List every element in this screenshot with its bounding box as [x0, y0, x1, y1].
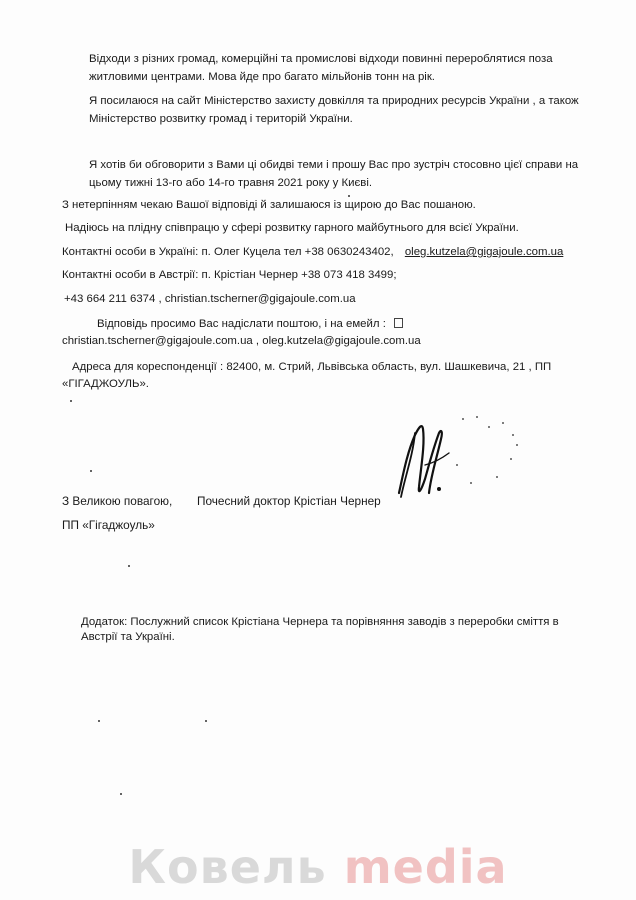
paragraph-meeting-line1: Я хотів би обговорити з Вами ці обидві теми і прошу Вас про зустріч стосовно цієї справи на	[89, 159, 579, 171]
company-name: ПП «Гігаджоуль»	[62, 518, 155, 532]
paragraph-ministry-line1: Я посилаюся на сайт Міністерство захисту довкілля та природних ресурсів України , а також	[89, 95, 579, 107]
appendix-line1: Додаток: Послужний список Крістіана Чернера та порівняння заводів з переробки сміття в	[81, 616, 559, 628]
contacts-austria-phone-email: +43 664 211 6374 , christian.tscherner@gigajoule.com.ua	[64, 293, 356, 305]
contacts-ukraine	[62, 243, 563, 261]
watermark-logo	[0, 840, 636, 894]
paragraph-ministry-line2: Міністерство розвитку громад і територій України.	[89, 113, 353, 125]
watermark-part2: media	[343, 840, 508, 894]
address-line2: «ГІГАДЖОУЛЬ».	[62, 378, 149, 390]
paragraph-waste-line1: Відходи з різних громад, комерційні та промислові відходи повинні перероблятися поза	[89, 53, 553, 65]
address-line1: Адреса для кореспонденції : 82400, м. Стрий, Львівська область, вул. Шашкевича, 21 , ПП	[72, 361, 552, 373]
scan-speck	[98, 720, 100, 722]
scan-speck	[128, 565, 130, 567]
scan-speck	[90, 470, 92, 472]
closing-phrase: З Великою повагою,	[62, 494, 173, 508]
paragraph-regards: З нетерпінням чекаю Вашої відповіді й залишаюся із щирою до Вас пошаною.	[62, 199, 476, 211]
scan-speck	[120, 793, 122, 795]
reply-request-emails: christian.tscherner@gigajoule.com.ua , oleg.kutzela@gigajoule.com.ua	[62, 335, 421, 347]
scan-speck	[348, 195, 350, 197]
scan-speck	[70, 400, 72, 402]
paragraph-waste-line2: житловими центрами. Мова йде про багато мільйонів тонн на рік.	[89, 71, 435, 83]
email-link-kutzela[interactable]: oleg.kutzela@gigajoule.com.ua	[404, 246, 564, 258]
handwritten-signature	[385, 405, 530, 515]
paragraph-meeting-line2: цьому тижні 13-го або 14-го травня 2021 року у Києві.	[89, 177, 373, 189]
scan-speck	[205, 720, 207, 722]
signer-name: Почесний доктор Крістіан Чернер	[197, 494, 381, 508]
paragraph-cooperation: Надіюсь на плідну співпрацю у сфері розвитку гарного майбутнього для всієї України.	[65, 222, 519, 234]
contacts-ukraine-text: Контактні особи в Україні: п. Олег Куцела тел +38 0630243402,	[62, 246, 394, 258]
appendix-line2: Австрії та Україні.	[81, 631, 175, 643]
watermark-part1: Ковель	[128, 840, 327, 894]
reply-request-line1	[97, 315, 403, 333]
contacts-austria: Контактні особи в Австрії: п. Крістіан Чернер +38 073 418 3499;	[62, 269, 397, 281]
reply-request-text: Відповідь просимо Вас надіслати поштою, і на емейл :	[97, 318, 386, 330]
checkbox-icon	[394, 318, 403, 328]
